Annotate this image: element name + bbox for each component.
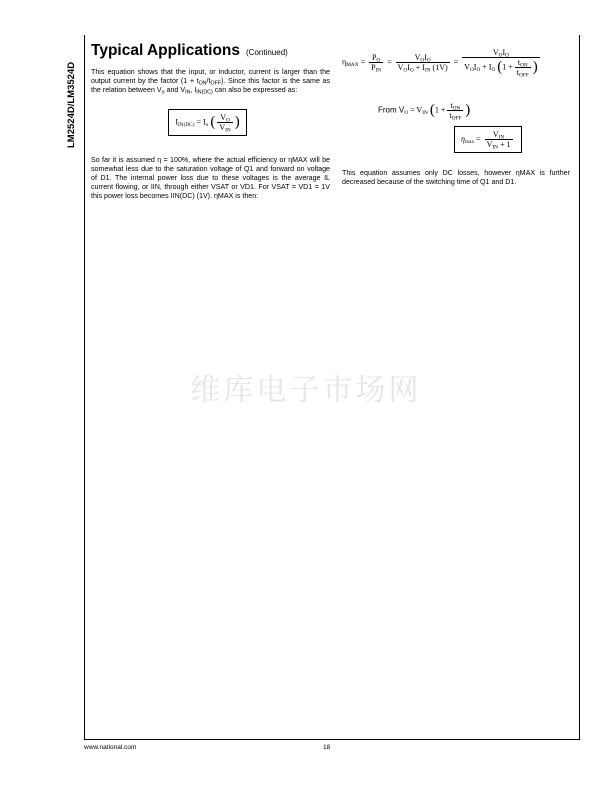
f3-paren-l: ( [497,59,503,75]
from-vo-toff: t [449,111,452,120]
p1-sub-o: o [161,89,165,96]
side-title-text: LM2524D/LM3524D [66,61,77,148]
eq1-eq: = I [194,117,206,127]
equation-iin-wrap [85,109,330,136]
eq1-den-sub: IN [225,127,231,134]
p1-sub-off: OFF [210,80,222,87]
paren-right: ) [234,114,240,130]
f3-num: V [492,48,499,57]
eq1-num: V [220,113,226,122]
frac-3: $V_OI_O$ $V_OI_O + I_O$ (1 + $\frac{t_{ON}}{t_{OFF}}$ ) [464,48,538,79]
eta-max-num: V [492,130,499,139]
f2-num: V [414,53,421,62]
f2-den-sub: O [403,67,408,74]
eta-max-box: $\eta_{max}$ = $\frac{V_{IN}}{V_{IN} + 1}$ [454,126,522,153]
heading-continued: (Continued) [246,48,288,57]
eta-max-frac [485,130,513,149]
paragraph-3: This equation assumes only DC losses, however ηMAX is further decreased because of the switching time of Q1 and D1. [342,169,570,186]
eta-max-num-sub: IN [498,134,505,141]
frac-2: $\frac{V_OI_O}{V_OI_O + I_{IN} (1V)}$ [397,53,448,74]
f3-paren-r: ) [532,59,538,75]
eta-symbol: η [342,57,347,67]
f3-num-sub: O [498,52,503,59]
f3-io-sub: O [491,66,496,73]
from-vo-label-sub: O [404,109,409,116]
paren-left: ( [210,114,216,130]
f3-ton: t [517,58,521,67]
f2-num-sub2: O [426,57,431,64]
eq1-num-sub: O [225,117,230,124]
f2-den-insub: IN [424,67,431,74]
paragraph-1 [91,68,330,95]
eta-max-sub: max [464,138,475,145]
paragraph-2: So far it is assumed η = 100%, where the actual efficiency or ηMAX will be somewhat less due to the saturation voltage of Q1 and forward on voltage of D1. The internal power loss due to these voltages is the average IL current flowing, or IIN, through either VSAT or VD1. For VSAT = VD1 = 1V this power loss becomes IIN(DC) (1V). ηMAX is then: [91,156,330,200]
f3-den-sub2: O [476,66,481,73]
eta-max-den-tail: + 1 [497,140,511,149]
p1-text-end: ). Since this factor is the same as the relation between V [91,77,330,94]
from-vo-label: From V [378,105,405,115]
p1-sub-indc: IN(DC) [196,89,213,96]
eq1-lhs-sub: IN(DC) [177,121,195,128]
from-vo-ton-sub: ON [452,105,461,112]
from-vo-eq: = V [408,105,423,115]
f2-num-sub: O [420,57,425,64]
from-vo-one-plus: 1 + [434,105,446,115]
f3-num-sub2: O [505,52,509,59]
p1-text-mid: /t [206,77,211,85]
equation-from-vo [378,101,570,120]
from-vo-ton: t [450,101,453,110]
eq1-lhs: I [175,117,178,127]
eta-max-den-sub: IN [492,144,498,151]
p1-text-comma: , I [190,86,197,94]
from-vo-vin-sub: IN [422,109,428,116]
eta-max-den: V [486,140,493,149]
section-heading [91,42,330,60]
equation-eta-max: $\eta_{MAX}$ = $\frac{P_O}{P_{IN}}$ = $\frac{V_OI_O}{V_OI_O + I_{IN} (1V)}$ = $V_OI_O$ $V_OI_O + I_O$ (1 + $\frac{t_{ON}}{t_{OFF}}$ ) [342,48,538,79]
footer-url[interactable]: www.national.com [84,744,137,751]
f2-den-sub2: O [409,67,414,74]
f3-toff: t [516,68,520,77]
f3-den: V [464,62,470,72]
eta-max-box-wrap [454,126,570,153]
f3-one-plus: 1 + [502,62,513,72]
f3-den-sub: O [469,66,474,73]
f3-plus-i: + I [480,62,492,72]
eta-sub: MAX [346,61,359,68]
frac-p-den-sub: IN [375,67,382,74]
p1-text-a: This equation shows that the input, or inductor, current is larger than the output current by the factor (1 + t [91,68,330,85]
left-column [91,42,330,201]
frac-p-num-sub: O [376,57,381,64]
eta-max-symbol: η [461,134,465,144]
from-vo-frac [447,101,463,120]
from-vo-toff-sub: OFF [451,115,462,122]
f2-den-tail2: (1V) [430,63,448,72]
heading-text: Typical Applications [91,42,240,59]
right-column [342,42,570,187]
f3-inner-frac [515,58,531,77]
frac-p-num: P [371,53,377,62]
f2-den-tail: + I [413,63,425,72]
p1-sub-in: IN [185,89,191,96]
p1-sub-on: ON [198,80,207,87]
f2-den: V [397,63,404,72]
eq1-den: V [219,123,226,132]
p1-text-tail: can also be expressed as: [212,86,298,94]
eq1-fraction [217,113,232,132]
from-vo-paren-r: ) [465,102,471,118]
f3-ton-sub: ON [520,62,528,69]
from-vo-paren-l: ( [429,102,435,118]
frac-p [369,53,383,72]
watermark: 维库电子市场网 [190,373,422,408]
side-title [52,38,78,148]
f3-toff-sub: OFF [519,72,529,79]
p1-text-and: and V [164,86,186,94]
footer-page-number: 18 [323,744,331,751]
equation-iin [168,109,246,136]
frac-p-den: P [371,63,376,72]
eq1-rhs-sub: o [205,121,209,128]
